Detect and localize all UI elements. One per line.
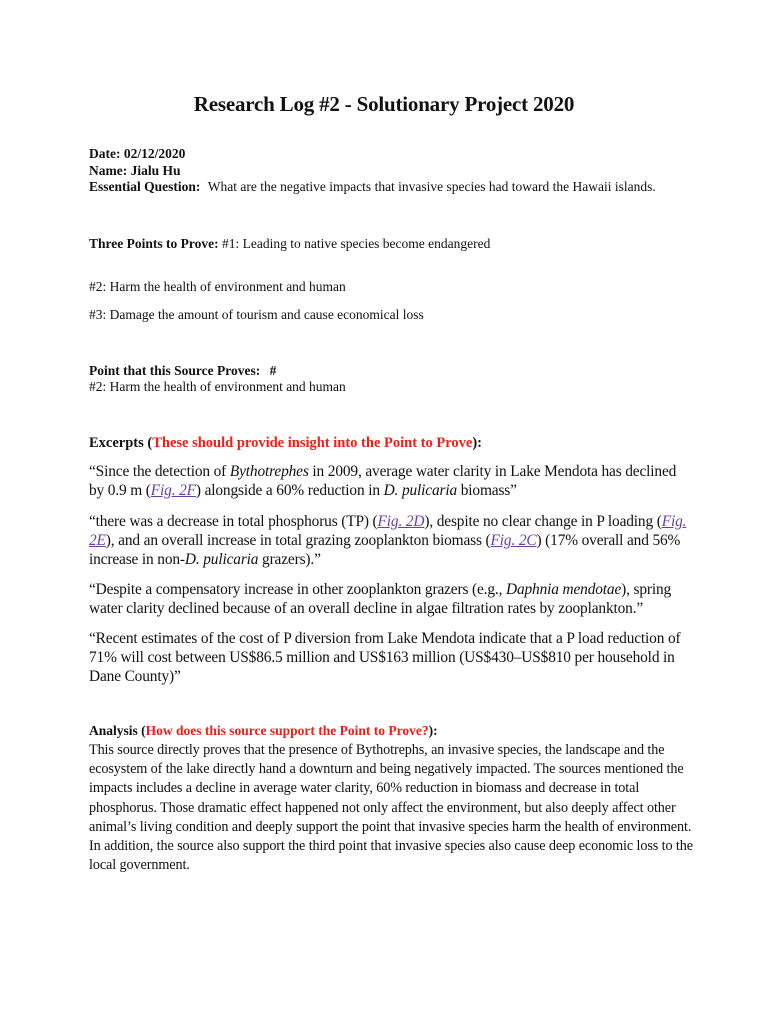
excerpt-2	[89, 512, 689, 569]
fig-2f-link[interactable]: Fig. 2F	[150, 482, 196, 499]
essential-question-text: What are the negative impacts that invasive species had toward the Hawaii islands.	[207, 179, 656, 194]
name-value: Jialu Hu	[130, 163, 181, 178]
fig-2c-link[interactable]: Fig. 2C	[490, 532, 537, 549]
excerpt-1	[89, 462, 689, 500]
three-points-line	[89, 236, 490, 252]
excerpts-label-red: These should provide insight into the Point to Prove	[152, 435, 473, 451]
excerpt-1-text-d: ) alongside a 60% reduction in	[195, 482, 384, 499]
analysis-text: This source directly proves that the presence of Bythotrephs, an invasive species, the landscape and the ecosystem of the lake directly hand a downturn and being negatively impacted. The sources mentioned the impacts includes a decline in average water clarity, 60% reduction in biomass and decrease in total phosphorus. Those dramatic effect happened not only affect the environment, but also deeply affect other animal’s living condition and deeply support the point that invasive species harm the health of environment. In addition, the source also support the third point that invasive species also cause deep economic loss to the local government.	[89, 742, 693, 874]
excerpt-2-text-c: ), and an overall increase in total grazing zooplankton biomass (	[105, 532, 491, 549]
source-point-hash: #	[269, 363, 277, 378]
date-line	[89, 146, 185, 162]
excerpt-1-italic-species: Bythotrephes	[229, 463, 309, 480]
three-points-label: Three Points to Prove:	[89, 236, 219, 251]
point-2: #2: Harm the health of environment and human	[89, 279, 346, 294]
excerpts-label: Excerpts (	[89, 435, 153, 451]
excerpt-2-text-b: ), despite no clear change in P loading (	[424, 513, 662, 530]
date-value: 02/12/2020	[123, 146, 186, 161]
excerpt-2-text-f: grazers).”	[258, 551, 321, 568]
excerpts-heading	[89, 435, 482, 452]
source-point-label: Point that this Source Proves:	[89, 363, 261, 378]
fig-2e-link[interactable]: Fig. 2E	[89, 513, 687, 549]
excerpt-3-text-a: “Despite a compensatory increase in other zooplankton grazers (e.g.,	[89, 581, 506, 598]
analysis-label-end: ):	[428, 723, 438, 738]
analysis-heading	[89, 723, 438, 739]
name-label: Name:	[89, 163, 128, 178]
point-3: #3: Damage the amount of tourism and cause economical loss	[89, 307, 424, 322]
excerpt-1-italic-pulicaria: D. pulicaria	[383, 482, 458, 499]
excerpts-label-end: ):	[472, 435, 483, 451]
excerpt-1-text-c: in 2009, average water clarity in Lake Mendota has declined by 0.9 m (	[89, 463, 677, 499]
analysis-label: Analysis (	[89, 723, 146, 738]
excerpt-3-italic-daphnia: Daphnia mendotae	[506, 581, 622, 598]
excerpt-1-text-a: “Since the detection of	[89, 463, 230, 480]
point-1: #1: Leading to native species become endangered	[221, 236, 491, 251]
page-title: Research Log #2 - Solutionary Project 2020	[193, 92, 575, 116]
date-label: Date:	[89, 146, 121, 161]
excerpt-3	[89, 580, 689, 618]
name-line	[89, 163, 181, 179]
source-point-line	[89, 363, 276, 379]
essential-question-line	[89, 179, 656, 195]
excerpt-3-text-c: ), spring water clarity declined because of an overall decline in algae filtration rates by zooplankton.”	[89, 581, 672, 617]
essential-question-label: Essential Question:	[89, 179, 201, 194]
analysis-label-red: How does this source support the Point to Prove?	[145, 723, 429, 738]
excerpt-1-text-f: biomass”	[457, 482, 517, 499]
excerpt-4: “Recent estimates of the cost of P diversion from Lake Mendota indicate that a P load reduction of 71% will cost between US$86.5 million and US$163 million (US$430–US$810 per household in Dane County)”	[89, 630, 681, 685]
source-point-value: #2: Harm the health of environment and human	[89, 379, 346, 394]
excerpt-2-text-a: “there was a decrease in total phosphorus (TP) (	[89, 513, 378, 530]
fig-2d-link[interactable]: Fig. 2D	[377, 513, 425, 530]
excerpt-2-text-d: ) (17% overall and 56% increase in non-	[89, 532, 681, 568]
excerpt-2-italic-pulicaria: D. pulicaria	[184, 551, 259, 568]
